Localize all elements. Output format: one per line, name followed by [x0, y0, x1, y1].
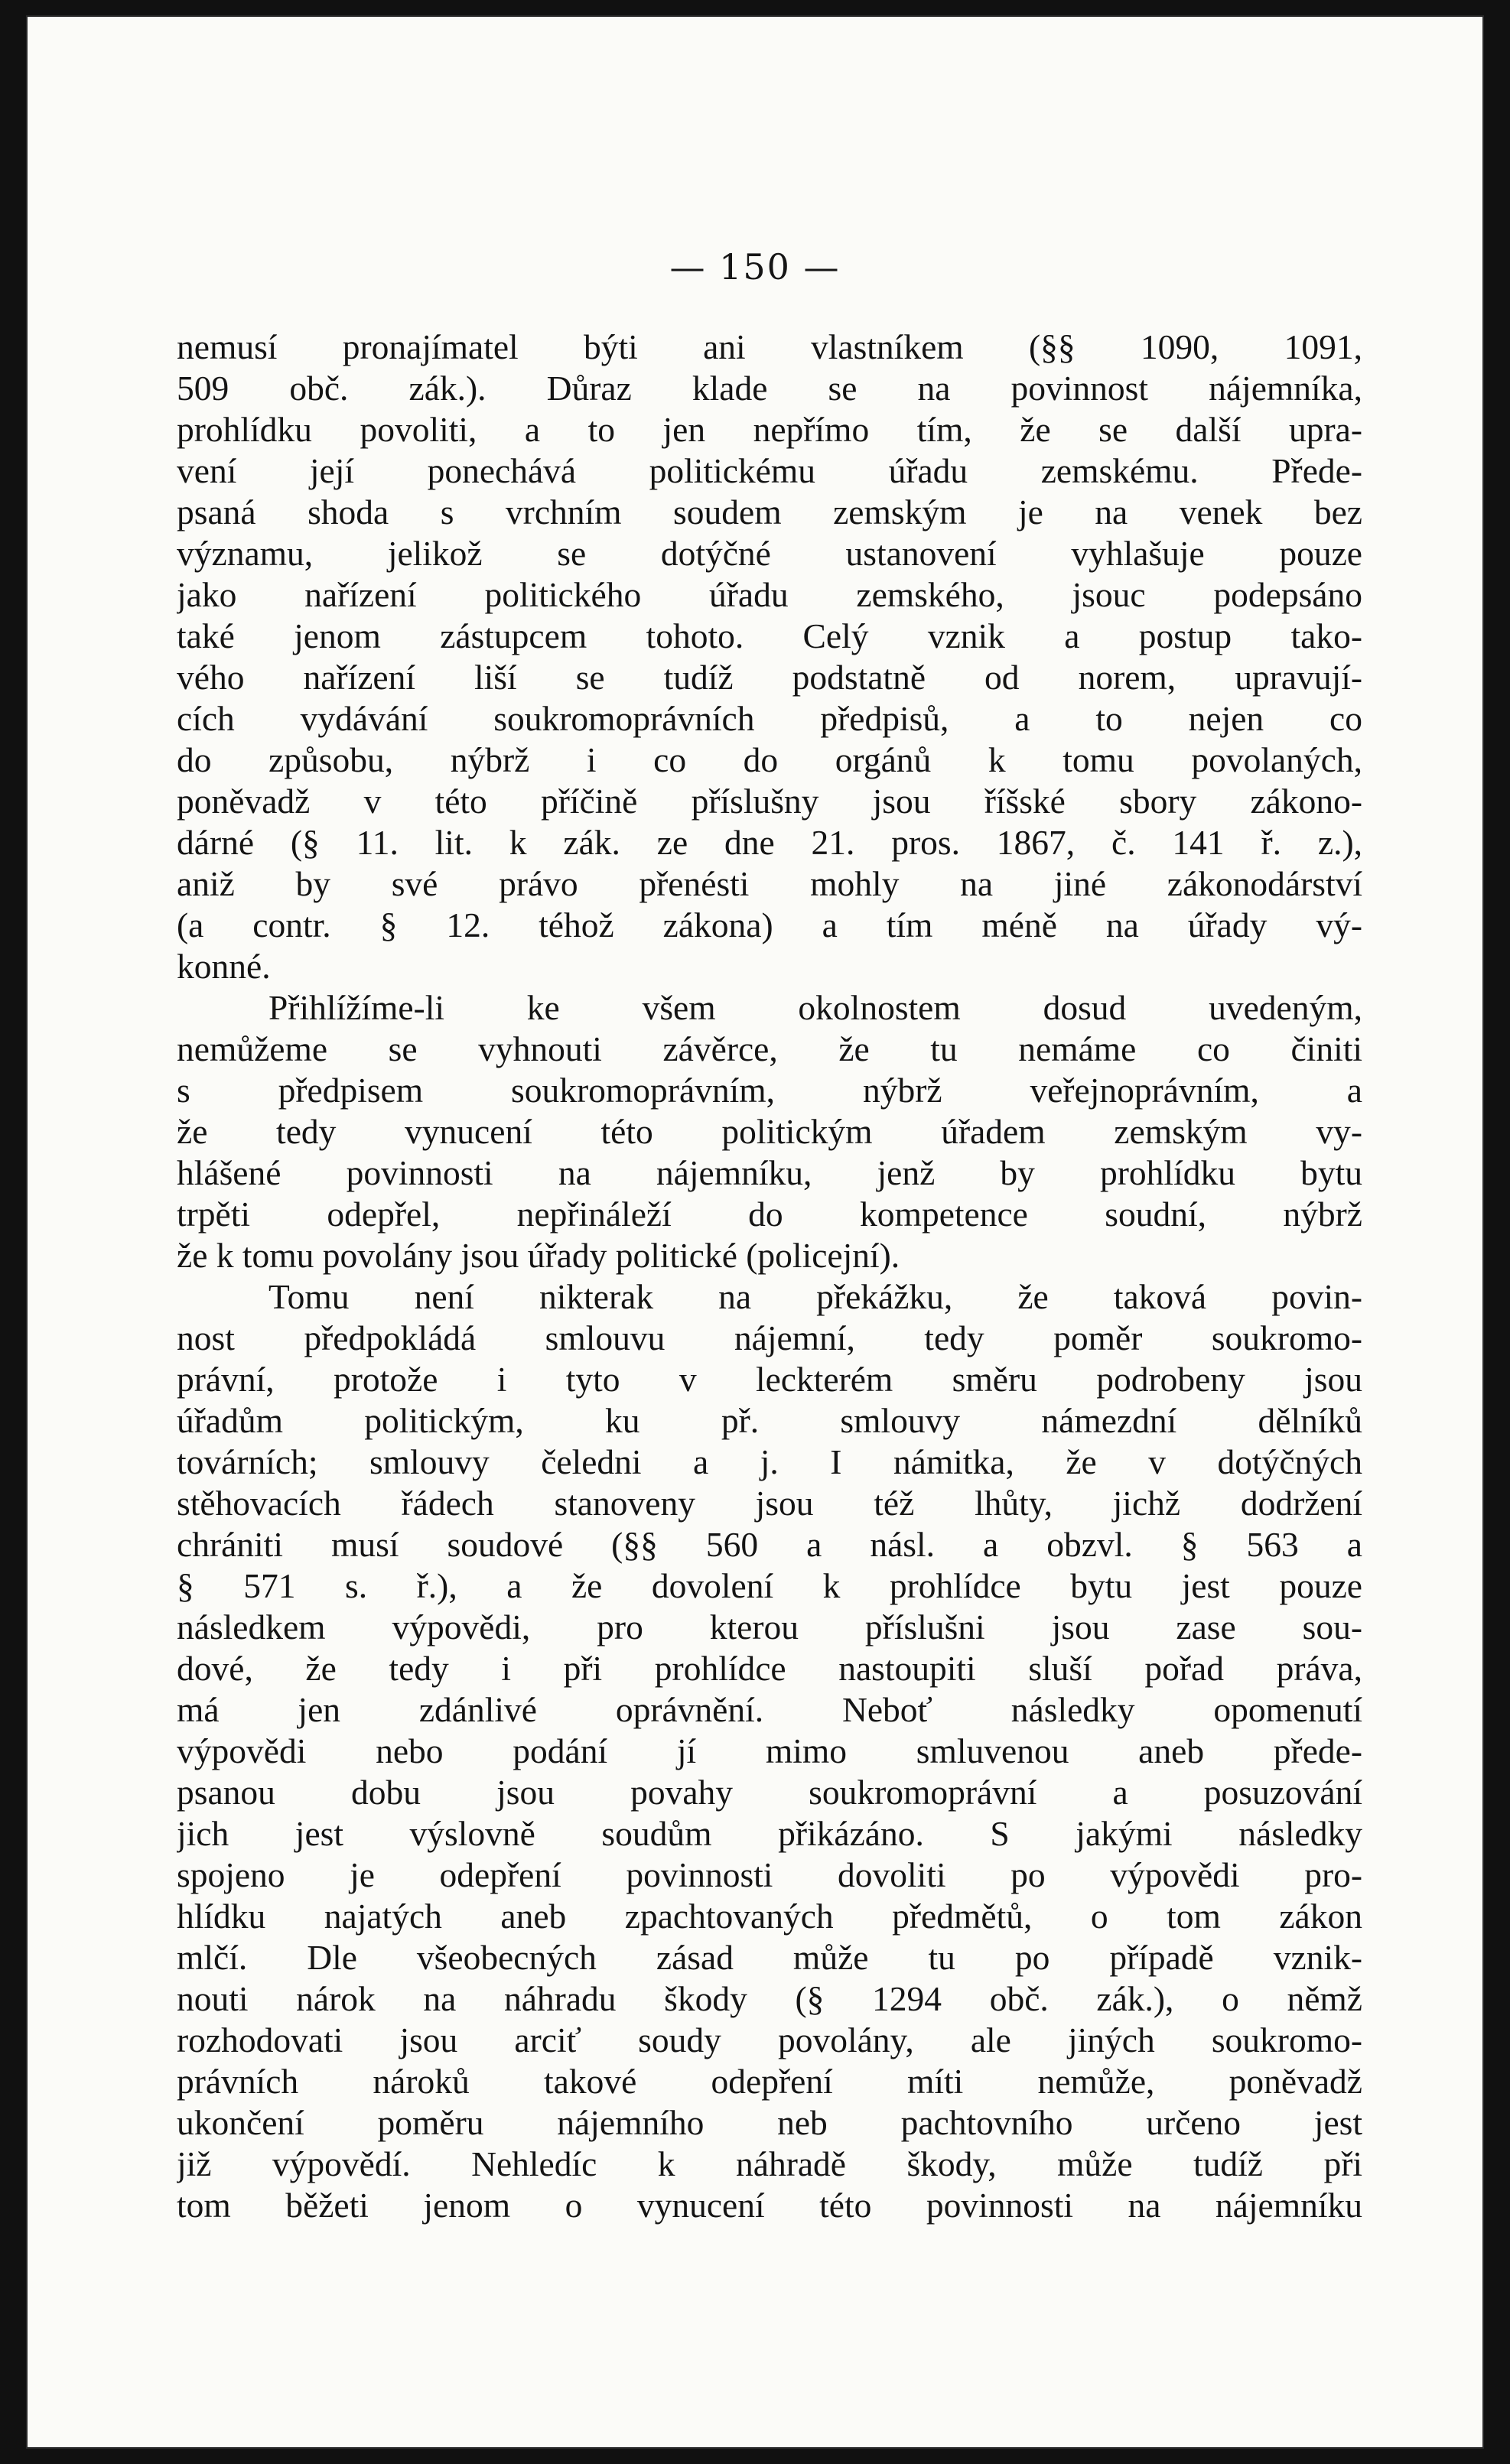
text-line: poněvadž v této příčině příslušny jsou říšské sbory zákono- [177, 782, 1362, 821]
text-line: rozhodovati jsou arciť soudy povolány, ale jiných soukromo- [177, 2020, 1362, 2059]
text-line: hlášené povinnosti na nájemníku, jenž by prohlídku bytu [177, 1153, 1362, 1192]
text-line: že tedy vynucení této politickým úřadem zemským vy- [177, 1112, 1362, 1151]
page-number: — 150 — [669, 246, 841, 288]
text-line: psanou dobu jsou povahy soukromoprávní a posuzování [177, 1773, 1362, 1812]
body-text [177, 327, 1362, 2226]
text-line: právní, protože i tyto v leckterém směru podrobeny jsou [177, 1360, 1362, 1399]
text-line: jako nařízení politického úřadu zemského, jsouc podepsáno [177, 575, 1362, 614]
text-line: jich jest výslovně soudům přikázáno. S jakými následky [177, 1814, 1362, 1853]
text-line: chrániti musí soudové (§§ 560 a násl. a obzvl. § 563 a [177, 1525, 1362, 1564]
text-line: Tomu není nikterak na překážku, že taková povin- [268, 1277, 1362, 1316]
text-line: 509 obč. zák.). Důraz klade se na povinnost nájemníka, [177, 369, 1362, 408]
text-line: trpěti odepřel, nepřináleží do kompetence soudní, nýbrž [177, 1195, 1362, 1234]
text-line: nemusí pronajímatel býti ani vlastníkem (§§ 1090, 1091, [177, 327, 1362, 366]
text-line: aniž by své právo přenésti mohly na jiné zákonodárství [177, 864, 1362, 903]
text-line: nouti nárok na náhradu škody (§ 1294 obč. zák.), o němž [177, 1979, 1362, 2018]
text-line: úřadům politickým, ku př. smlouvy námezdní dělníků [177, 1401, 1362, 1440]
text-line: psaná shoda s vrchním soudem zemským je na venek bez [177, 492, 1362, 531]
text-line: také jenom zástupcem tohoto. Celý vznik a postup tako- [177, 616, 1362, 655]
text-line: prohlídku povoliti, a to jen nepřímo tím, že se další upra- [177, 410, 1362, 449]
text-line: vého nařízení liší se tudíž podstatně od norem, upravují- [177, 658, 1362, 697]
text-line: nemůžeme se vyhnouti závěrce, že tu nemáme co činiti [177, 1029, 1362, 1068]
book-page [28, 17, 1482, 2447]
text-line: továrních; smlouvy čeledni a j. I námitka, že v dotýčných [177, 1442, 1362, 1481]
text-line: významu, jelikož se dotýčné ustanovení vyhlašuje pouze [177, 534, 1362, 573]
text-line: má jen zdánlivé oprávnění. Neboť následky opomenutí [177, 1690, 1362, 1729]
text-line: (a contr. § 12. téhož zákona) a tím méně na úřady vý- [177, 905, 1362, 944]
text-line: hlídku najatých aneb zpachtovaných předmětů, o tom zákon [177, 1897, 1362, 1936]
text-line: mlčí. Dle všeobecných zásad může tu po případě vznik- [177, 1938, 1362, 1977]
text-line: vení její ponechává politickému úřadu zemskému. Přede- [177, 451, 1362, 490]
text-line: stěhovacích řádech stanoveny jsou též lhůty, jichž dodržení [177, 1484, 1362, 1523]
text-line: konné. [177, 947, 271, 986]
text-line: právních nároků takové odepření míti nemůže, poněvadž [177, 2062, 1362, 2101]
text-line: že k tomu povolány jsou úřady politické (policejní). [177, 1236, 900, 1275]
text-line: do způsobu, nýbrž i co do orgánů k tomu povolaných, [177, 740, 1362, 779]
text-line: výpovědi nebo podání jí mimo smluvenou aneb přede- [177, 1731, 1362, 1770]
text-line: s předpisem soukromoprávním, nýbrž veřejnoprávním, a [177, 1071, 1362, 1110]
text-line: následkem výpovědi, pro kterou příslušni jsou zase sou- [177, 1607, 1362, 1646]
text-line: spojeno je odepření povinnosti dovoliti po výpovědi pro- [177, 1855, 1362, 1894]
text-line: dárné (§ 11. lit. k zák. ze dne 21. pros. 1867, č. 141 ř. z.), [177, 823, 1362, 862]
text-line: již výpovědí. Nehledíc k náhradě škody, může tudíž při [177, 2144, 1362, 2183]
text-line: dové, že tedy i při prohlídce nastoupiti sluší pořad práva, [177, 1649, 1362, 1688]
text-line: Přihlížíme-li ke všem okolnostem dosud uvedeným, [268, 988, 1362, 1027]
text-line: nost předpokládá smlouvu nájemní, tedy poměr soukromo- [177, 1318, 1362, 1357]
text-line: § 571 s. ř.), a že dovolení k prohlídce bytu jest pouze [177, 1566, 1362, 1605]
text-line: tom běžeti jenom o vynucení této povinnosti na nájemníku [177, 2186, 1362, 2225]
text-line: cích vydávání soukromoprávních předpisů, a to nejen co [177, 699, 1362, 738]
text-line: ukončení poměru nájemního neb pachtovního určeno jest [177, 2103, 1362, 2142]
